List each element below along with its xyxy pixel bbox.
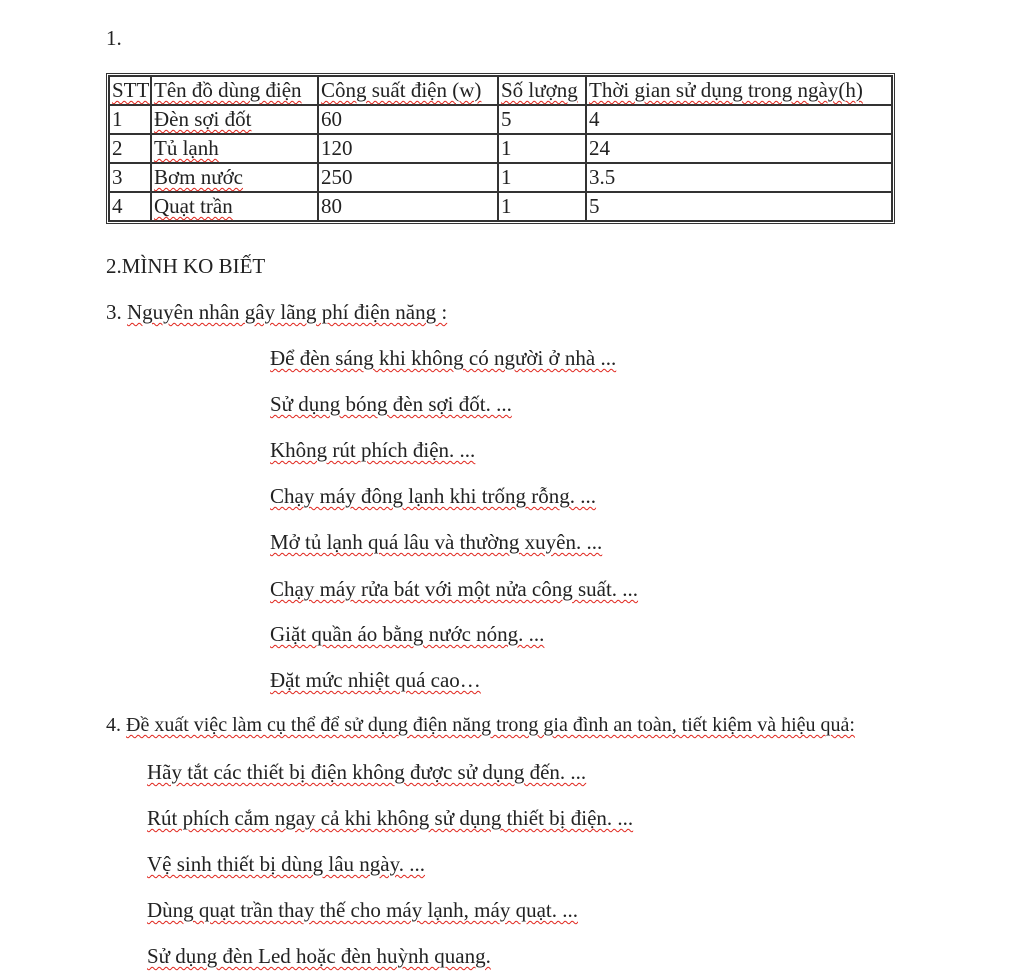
- list-item: Dùng quạt trần thay thế cho máy lạnh, máy quạt. ...: [147, 898, 578, 922]
- table-cell: Bơm nước: [151, 163, 318, 192]
- list-item: Không rút phích điện. ...: [270, 438, 476, 462]
- table-cell: Đèn sợi đốt: [151, 105, 318, 134]
- table-cell: 1: [109, 105, 151, 134]
- list-item: Sử dụng bóng đèn sợi đốt. ...: [270, 392, 512, 416]
- table-header-row: [109, 76, 892, 105]
- table-cell: 250: [318, 163, 498, 192]
- table-row: [109, 134, 892, 163]
- list-item: Chạy máy đông lạnh khi trống rỗng. ...: [270, 484, 597, 508]
- table-cell: 5: [498, 105, 586, 134]
- list-item: Sử dụng đèn Led hoặc đèn huỳnh quang.: [147, 944, 491, 968]
- section-4-heading: [106, 714, 855, 737]
- section-2-heading: 2.MÌNH KO BIẾT: [106, 254, 266, 278]
- table-cell: Tủ lạnh: [151, 134, 318, 163]
- table-cell: 4: [109, 192, 151, 221]
- table-header-cell: Thời gian sử dụng trong ngày(h): [586, 76, 892, 105]
- section-3-title: Nguyên nhân gây lãng phí điện năng :: [127, 300, 448, 324]
- table-cell: 5: [586, 192, 892, 221]
- section-4-number: 4.: [106, 714, 121, 736]
- table-cell: 2: [109, 134, 151, 163]
- list-item: Đặt mức nhiệt quá cao…: [270, 668, 481, 692]
- table-cell: 4: [586, 105, 892, 134]
- table-header-cell: Số lượng: [498, 76, 586, 105]
- table-row: [109, 192, 892, 221]
- list-item: Giặt quần áo bằng nước nóng. ...: [270, 622, 545, 646]
- table-header-cell: STT: [109, 76, 151, 105]
- table-cell: 1: [498, 134, 586, 163]
- section-3-heading: [106, 300, 447, 325]
- table-cell: 3: [109, 163, 151, 192]
- section-1-number: 1.: [106, 26, 122, 50]
- table-cell: 24: [586, 134, 892, 163]
- table-row: [109, 163, 892, 192]
- table-cell: Quạt trần: [151, 192, 318, 221]
- table-cell: 1: [498, 192, 586, 221]
- list-item: Vệ sinh thiết bị dùng lâu ngày. ...: [147, 852, 426, 876]
- table-cell: 120: [318, 134, 498, 163]
- table-cell: 1: [498, 163, 586, 192]
- table-cell: 80: [318, 192, 498, 221]
- list-item: Để đèn sáng khi không có người ở nhà ...: [270, 346, 617, 370]
- table-cell: 3.5: [586, 163, 892, 192]
- table-header-cell: Công suất điện (w): [318, 76, 498, 105]
- table-row: [109, 105, 892, 134]
- list-item: Chạy máy rửa bát với một nửa công suất. ...: [270, 577, 639, 601]
- appliance-table: [106, 73, 895, 224]
- section-3-number: 3.: [106, 300, 122, 324]
- section-4-title: Đề xuất việc làm cụ thể để sử dụng điện năng trong gia đình an toàn, tiết kiệm và hiệu quả:: [126, 714, 855, 736]
- list-item: Rút phích cắm ngay cả khi không sử dụng thiết bị điện. ...: [147, 806, 634, 830]
- list-item: Hãy tắt các thiết bị điện không được sử dụng đến. ...: [147, 760, 587, 784]
- table-cell: 60: [318, 105, 498, 134]
- table-header-cell: Tên đồ dùng điện: [151, 76, 318, 105]
- list-item: Mở tủ lạnh quá lâu và thường xuyên. ...: [270, 530, 603, 554]
